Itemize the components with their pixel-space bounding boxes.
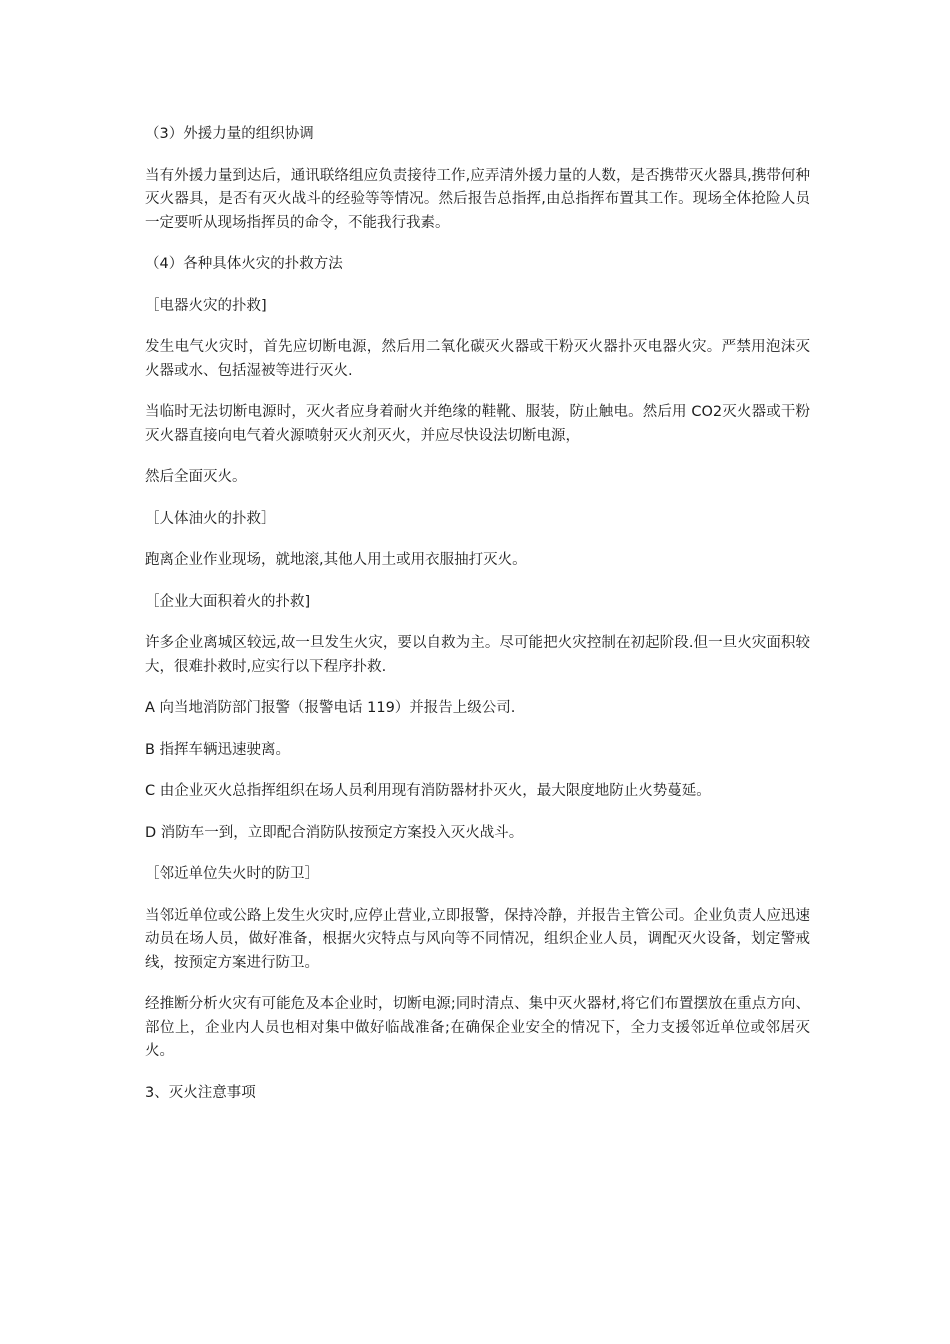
subheading-neighbor-fire: ［邻近单位失火时的防卫］ (145, 866, 319, 882)
subheading-electrical-fire: ［电器火灾的扑救] (145, 297, 267, 314)
section-heading-precautions: 3、灭火注意事项 (145, 1084, 256, 1101)
paragraph-neighbor-fire-2: 经推断分析火灾有可能危及本企业时，切断电源;同时清点、集中灭火器材,将它们布置摆放在重点方向、部位上，企业内人员也相对集中做好临战准备;在确保企业安全的情况下，全力支援邻近单位或邻居灭火。 (145, 996, 810, 1059)
paragraph-large-fire: 许多企业离城区较远,故一旦发生火灾，要以自救为主。尽可能把火灾控制在初起阶段.但一旦火灾面积较大，很难扑救时,应实行以下程序扑救. (145, 635, 810, 675)
paragraph-electrical-fire-1: 发生电气火灾时，首先应切断电源，然后用二氧化碳灭火器或干粉灭火器扑灭电器火灾。严禁用泡沫灭火器或水、包括湿被等进行灭火. (145, 339, 810, 379)
list-item-c: C 由企业灭火总指挥组织在场人员利用现有消防器材扑灭火，最大限度地防止火势蔓延。 (145, 783, 711, 799)
list-item-b: B 指挥车辆迅速驶离。 (145, 741, 291, 758)
paragraph-body-oil-fire: 跑离企业作业现场，就地滚,其他人用土或用衣服抽打灭火。 (145, 552, 527, 568)
section-heading-foreign-aid: （3）外援力量的组织协调 (145, 126, 314, 142)
subheading-body-oil-fire: ［人体油火的扑救］ (145, 510, 276, 527)
paragraph-foreign-aid: 当有外援力量到达后，通讯联络组应负责接待工作,应弄清外援力量的人数，是否携带灭火器具,携带何种灭火器具，是否有灭火战斗的经验等等情况。然后报告总指挥,由总指挥布置其工作。现场全体抢险人员一定要听从现场指挥员的命令，不能我行我素。 (145, 167, 810, 231)
document-body (145, 123, 810, 1123)
subheading-large-fire: ［企业大面积着火的扑救] (145, 593, 311, 610)
paragraph-electrical-fire-2: 当临时无法切断电源时，灭火者应身着耐火并绝缘的鞋靴、服装，防止触电。然后用 CO2灭火器或干粉灭火器直接向电气着火源喷射灭火剂灭火，并应尽快设法切断电源， (145, 404, 810, 444)
paragraph-electrical-fire-3: 然后全面灭火。 (145, 469, 247, 485)
list-item-d: D 消防车一到，立即配合消防队按预定方案投入灭火战斗。 (145, 824, 524, 841)
section-heading-fire-methods: （4）各种具体火灾的扑救方法 (145, 256, 343, 272)
paragraph-neighbor-fire-1: 当邻近单位或公路上发生火灾时,应停止营业,立即报警，保持冷静，并报告主管公司。企业负责人应迅速动员在场人员，做好准备，根据火灾特点与风向等不同情况，组织企业人员，调配灭火设备，划定警戒线，按预定方案进行防卫。 (145, 907, 810, 971)
list-item-a: A 向当地消防部门报警（报警电话 119）并报告上级公司. (145, 700, 516, 716)
